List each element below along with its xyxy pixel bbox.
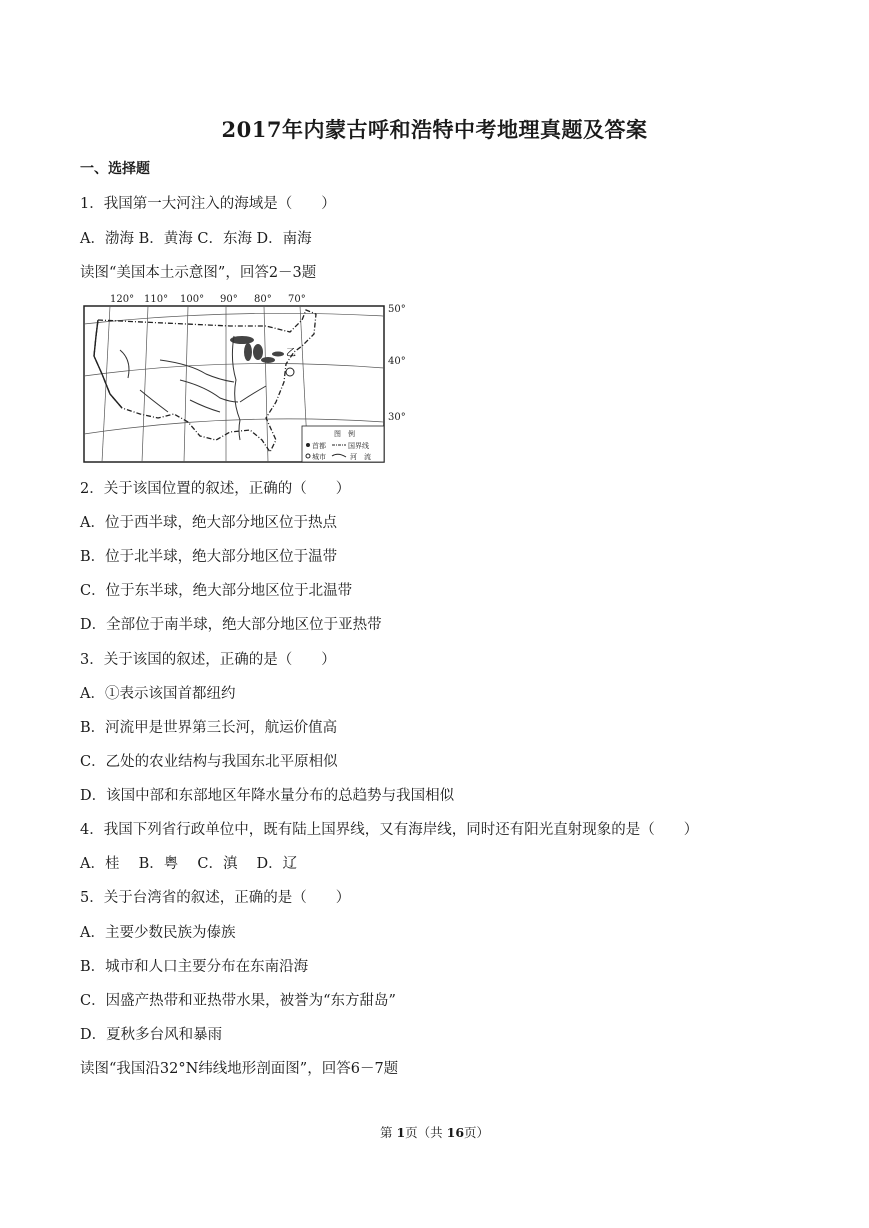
legend-capital: 首都 <box>312 442 326 450</box>
question-4: 4．我国下列省行政单位中，既有陆上国界线，又有海岸线，同时还有阳光直射现象的是（ ） <box>80 822 699 838</box>
legend-border: 国界线 <box>348 442 369 450</box>
latitude-label: 50° <box>388 304 406 315</box>
longitude-label: 110° <box>144 294 169 305</box>
question-2-option-b: B．位于北半球，绝大部分地区位于温带 <box>80 549 338 565</box>
question-2-option-c: C．位于东半球，绝大部分地区位于北温带 <box>80 583 353 599</box>
us-map-figure <box>80 290 408 466</box>
page-footer <box>0 1123 869 1141</box>
legend-city: 城市 <box>312 453 326 461</box>
question-2-option-d: D．全部位于南半球，绝大部分地区位于亚热带 <box>80 617 382 633</box>
longitude-label: 70° <box>288 294 306 305</box>
question-3: 3．关于该国的叙述，正确的是（ ） <box>80 652 336 668</box>
question-5-option-d: D．夏秋多台风和暴雨 <box>80 1027 223 1043</box>
document-title: 2017年内蒙古呼和浩特中考地理真题及答案 <box>221 117 648 142</box>
footer-suffix: 页） <box>464 1125 490 1140</box>
question-3-option-d: D．该国中部和东部地区年降水量分布的总趋势与我国相似 <box>80 788 455 804</box>
longitude-label: 80° <box>254 294 272 305</box>
latitude-label: 40° <box>388 356 406 367</box>
question-5-option-c: C．因盛产热带和亚热带水果，被誉为“东方甜岛” <box>80 993 396 1009</box>
section-heading: 一、选择题 <box>80 161 150 177</box>
footer-prefix: 第 <box>379 1125 397 1140</box>
current-page: 1 <box>396 1125 406 1140</box>
question-5: 5．关于台湾省的叙述，正确的是（ ） <box>80 890 351 906</box>
question-1-options: A．渤海 B．黄海 C．东海 D．南海 <box>80 231 312 247</box>
profile-instruction: 读图“我国沿32°N纬线地形剖面图”，回答6－7题 <box>80 1061 399 1077</box>
question-3-option-b: B．河流甲是世界第三长河，航运价值高 <box>80 720 338 736</box>
footer-middle: 页（共 <box>405 1125 447 1140</box>
question-4-options: A．桂 B．粤 C．滇 D．辽 <box>80 856 298 872</box>
longitude-label: 120° <box>110 294 135 305</box>
label-yi: 乙 <box>286 348 296 359</box>
latitude-label: 30° <box>388 412 406 423</box>
map-legend <box>302 426 384 462</box>
total-pages: 16 <box>446 1125 465 1140</box>
question-2: 2．关于该国位置的叙述，正确的（ ） <box>80 481 351 497</box>
question-3-option-a: A．①表示该国首都纽约 <box>80 686 236 702</box>
longitude-label: 90° <box>220 294 238 305</box>
question-5-option-a: A．主要少数民族为傣族 <box>80 925 236 941</box>
map-instruction: 读图“美国本土示意图”，回答2－3题 <box>80 265 317 281</box>
legend-title: 图 例 <box>334 430 355 438</box>
question-1: 1．我国第一大河注入的海域是（ ） <box>80 196 336 212</box>
question-2-option-a: A．位于西半球，绝大部分地区位于热点 <box>80 515 337 531</box>
longitude-label: 100° <box>180 294 205 305</box>
question-3-option-c: C．乙处的农业结构与我国东北平原相似 <box>80 754 338 770</box>
question-5-option-b: B．城市和人口主要分布在东南沿海 <box>80 959 309 975</box>
legend-river: 河 流 <box>350 453 371 461</box>
